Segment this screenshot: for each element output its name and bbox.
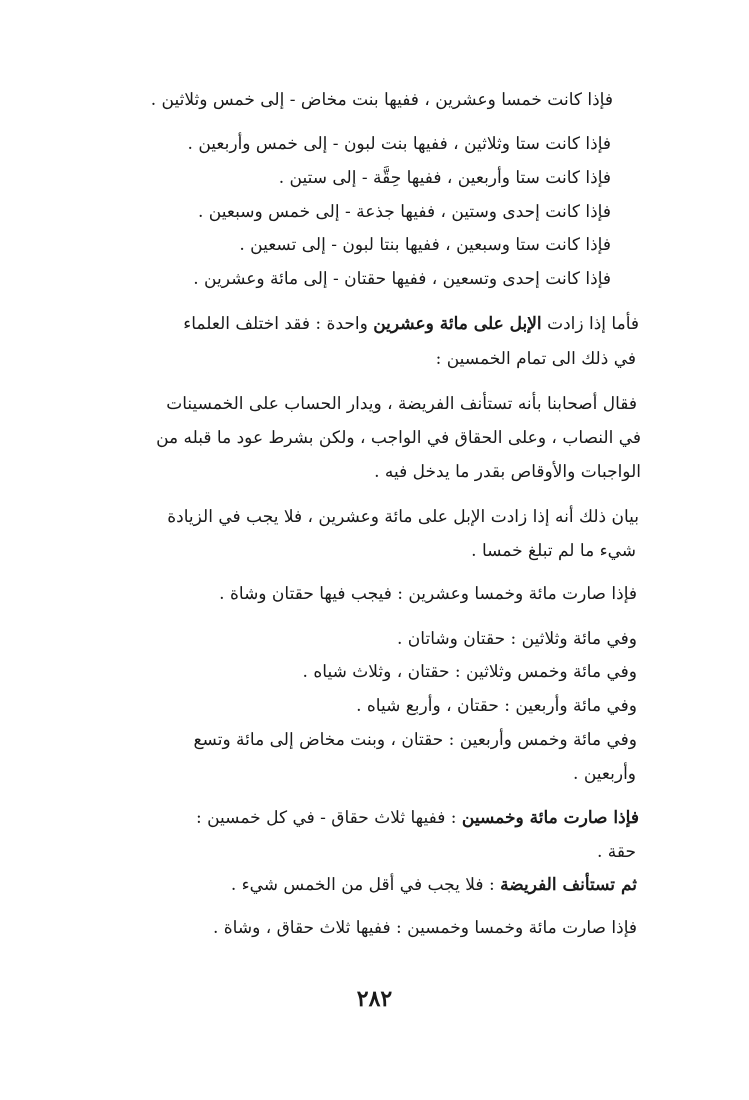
text-line-12: بيان ذلك أنه إذا زادت الإبل على مائة وعشرين ، فلا يجب في الزيادة bbox=[167, 507, 639, 527]
text-line-8: في ذلك الى تمام الخمسين : bbox=[435, 349, 636, 369]
text-line-4: فإذا كانت إحدى وستين ، ففيها جذعة - إلى خمس وسبعين . bbox=[198, 202, 611, 222]
text-line-20 bbox=[196, 806, 639, 830]
text-line-6: فإذا كانت إحدى وتسعين ، ففيها حقتان - إلى مائة وعشرين . bbox=[193, 269, 611, 289]
text-line-7-start: فأما إذا زادت bbox=[541, 314, 639, 334]
text-line-18: وفي مائة وخمس وأربعين : حقتان ، وبنت مخاض إلى مائة وتسع bbox=[193, 730, 637, 750]
text-line-10: في النصاب ، وعلى الحقاق في الواجب ، ولكن بشرط عود ما قبله من bbox=[156, 428, 641, 448]
text-line-20-end: : ففيها ثلاث حقاق - في كل خمسين : bbox=[195, 808, 462, 828]
text-line-22-end: : فلا يجب في أقل من الخمس شيء . bbox=[230, 875, 501, 895]
text-line-22-bold: ثم تستأنف الفريضة bbox=[500, 875, 637, 895]
text-line-3: فإذا كانت ستا وأربعين ، ففيها حِقَّة - إلى ستين . bbox=[278, 168, 611, 188]
text-line-21: حقة . bbox=[596, 842, 636, 862]
text-line-22 bbox=[231, 873, 637, 897]
text-line-7-end: واحدة : فقد اختلف العلماء bbox=[183, 314, 374, 334]
text-line-23: فإذا صارت مائة وخمسا وخمسين : ففيها ثلاث حقاق ، وشاة . bbox=[212, 918, 637, 938]
text-line-7 bbox=[183, 312, 639, 336]
text-line-20-bold: فإذا صارت مائة وخمسين bbox=[461, 808, 639, 828]
text-line-2: فإذا كانت ستا وثلاثين ، ففيها بنت لبون - إلى خمس وأربعين . bbox=[187, 134, 611, 154]
text-line-19: وأربعين . bbox=[573, 764, 636, 784]
text-line-5: فإذا كانت ستا وسبعين ، ففيها بنتا لبون - إلى تسعين . bbox=[239, 235, 611, 255]
text-line-14: فإذا صارت مائة وخمسا وعشرين : فيجب فيها حقتان وشاة . bbox=[219, 584, 637, 604]
text-line-13: شيء ما لم تبلغ خمسا . bbox=[471, 541, 636, 561]
text-line-17: وفي مائة وأربعين : حقتان ، وأربع شياه . bbox=[356, 696, 637, 716]
text-line-11: الواجبات والأوقاص بقدر ما يدخل فيه . bbox=[374, 462, 641, 482]
page-number: ٢٨٢ bbox=[356, 986, 393, 1012]
text-line-15: وفي مائة وثلاثين : حقتان وشاتان . bbox=[396, 629, 637, 649]
text-line-7-bold: الإبل على مائة وعشرين bbox=[373, 314, 542, 334]
text-line-1: فإذا كانت خمسا وعشرين ، ففيها بنت مخاض - إلى خمس وثلاثين . bbox=[150, 90, 613, 110]
text-line-16: وفي مائة وخمس وثلاثين : حقتان ، وثلاث شياه . bbox=[302, 662, 637, 682]
text-line-9: فقال أصحابنا بأنه تستأنف الفريضة ، ويدار الحساب على الخمسينات bbox=[166, 394, 637, 414]
